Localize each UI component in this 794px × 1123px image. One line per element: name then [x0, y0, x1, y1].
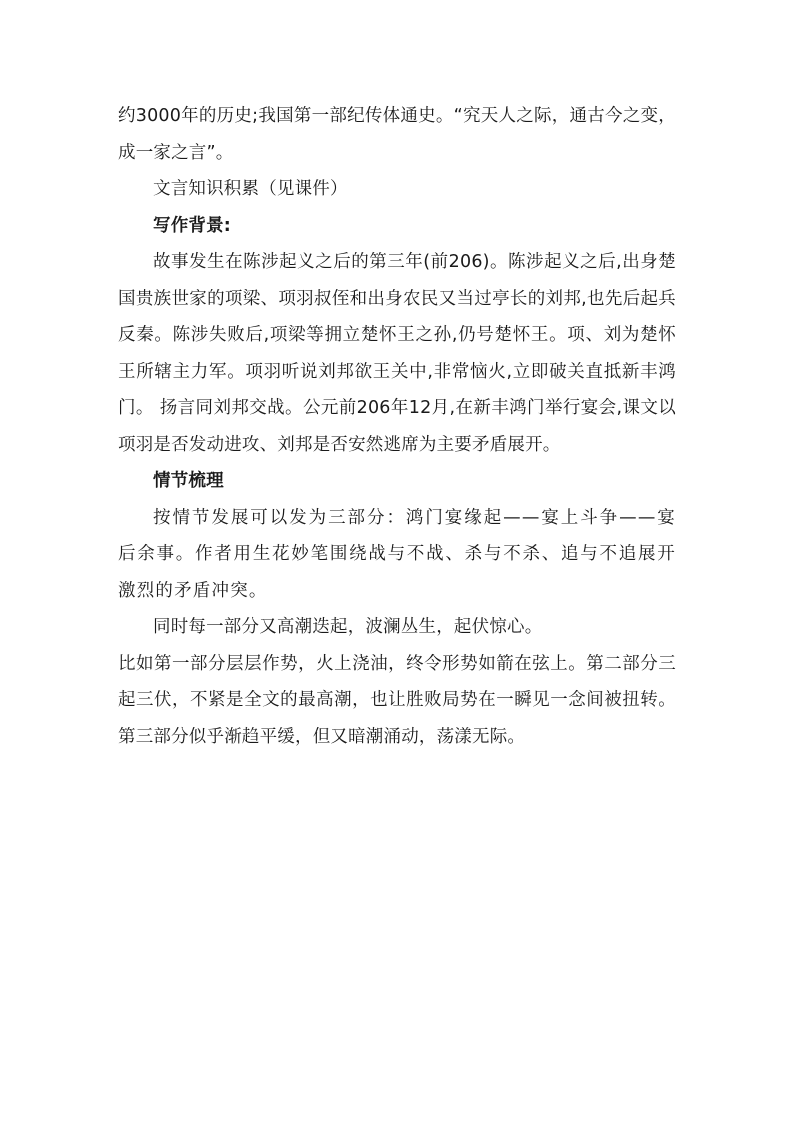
paragraph-classical-knowledge: 文言知识积累（见课件） [153, 179, 348, 199]
paragraph-parts-detail: 比如第一部分层层作势，火上浇油，终令形势如箭在弦上。第二部分三起三伏，不紧是全文的最高潮，也让胜败局势在一瞬见一念间被扭转。第三部分似乎渐趋平缓，但又暗潮涌动，荡漾无际。 [118, 653, 676, 747]
paragraph-intro-history: 约3000年的历史;我国第一部纪传体通史。“究天人之际，通古今之变，成一家之言”。 [118, 106, 676, 163]
paragraph-plot-structure: 按情节发展可以发为三部分：鸿门宴缘起——宴上斗争——宴后余事。作者用生花妙笔围绕战与不战、杀与不杀、追与不追展开激烈的矛盾冲突。 [118, 507, 676, 601]
heading-writing-background: 写作背景: [153, 215, 231, 236]
paragraph-background-story: 故事发生在陈涉起义之后的第三年(前206)。陈涉起义之后,出身楚国贵族世家的项梁、项羽叔侄和出身农民又当过亭长的刘邦,也先后起兵反秦。陈涉失败后,项梁等拥立楚怀王之孙,仍号楚怀王。项、刘为楚怀王所辖主力军。项羽听说刘邦欲王关中,非常恼火,立即破关直抵新丰鸿门。 扬言同刘邦交战。公元前206年12月,在新丰鸿门举行宴会,课文以项羽是否发动进攻、刘邦是否安然逃席为主要矛盾展开。 [118, 252, 676, 455]
heading-plot-outline: 情节梳理 [153, 471, 224, 491]
document-body [118, 98, 676, 755]
paragraph-climax-overview: 同时每一部分又高潮迭起，波澜丛生，起伏惊心。 [153, 617, 543, 637]
